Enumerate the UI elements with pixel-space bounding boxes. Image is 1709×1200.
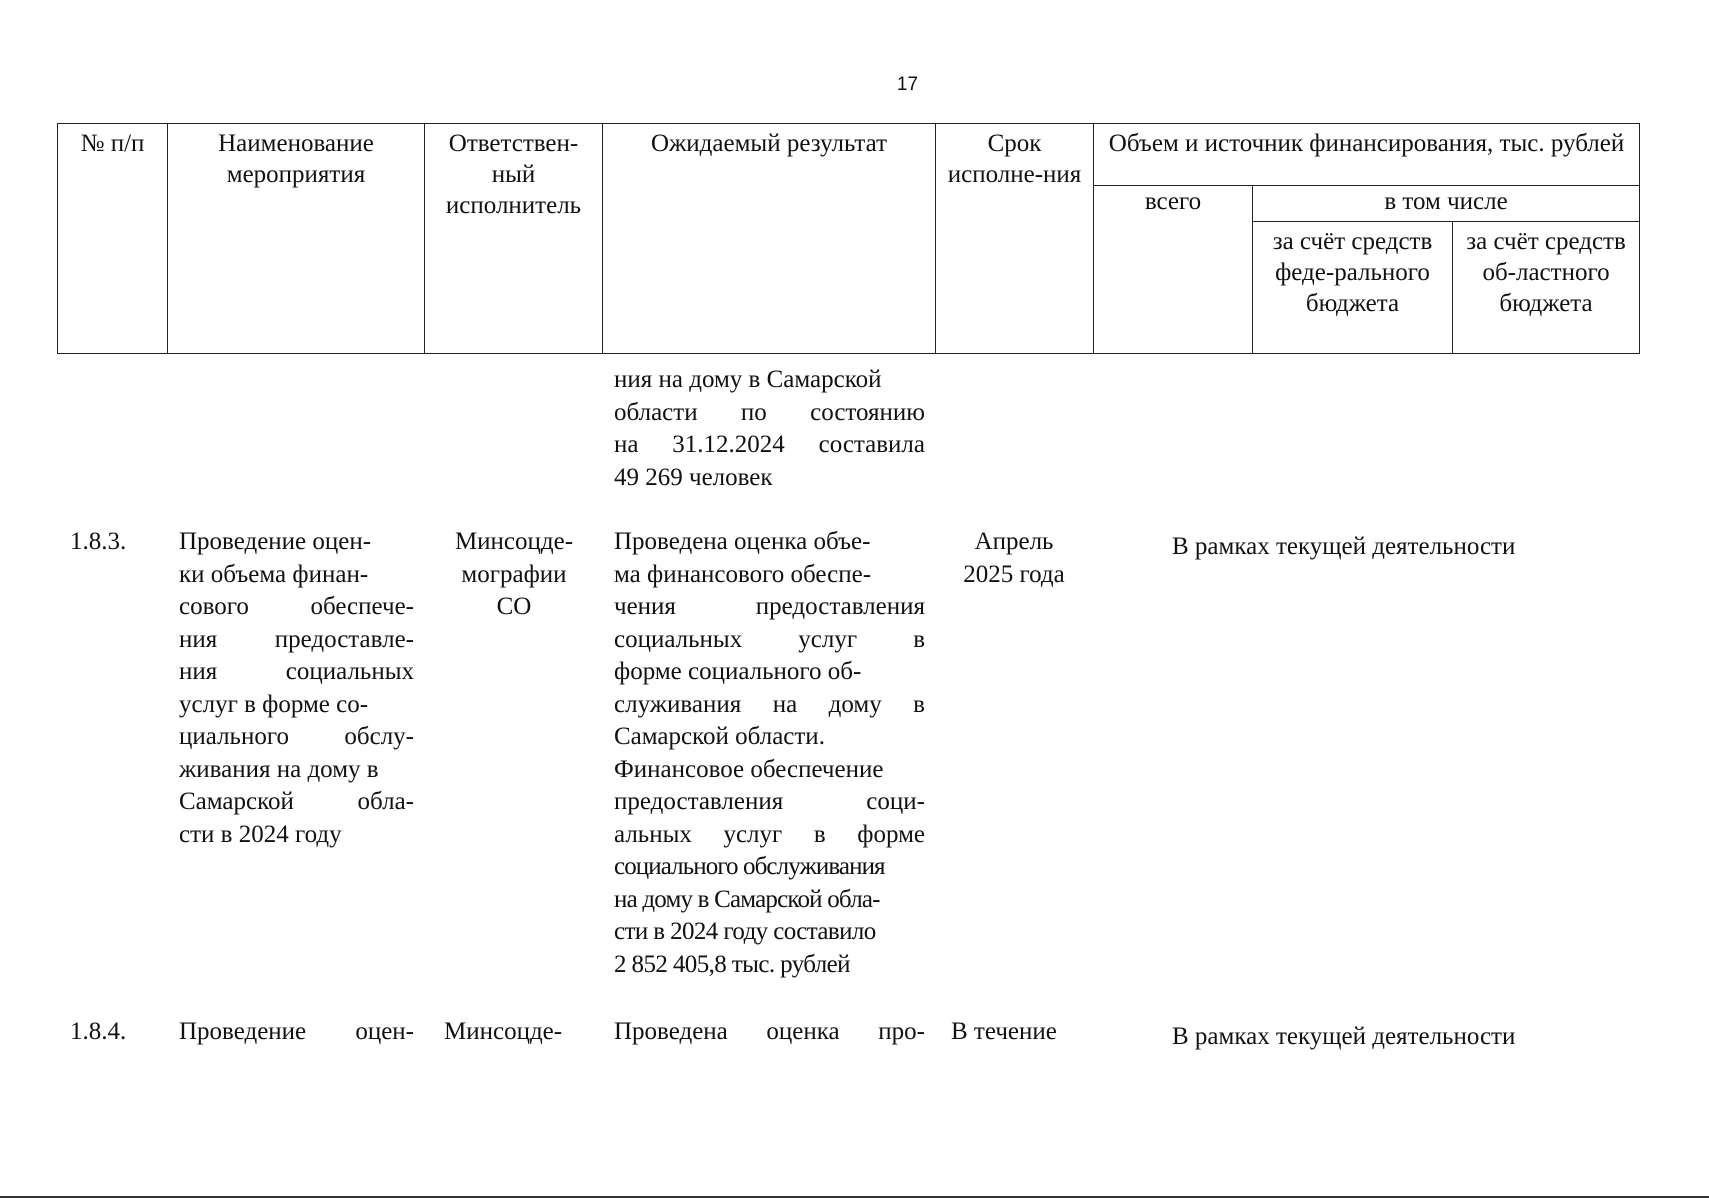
row-executor: Минсоцде- bbox=[444, 1018, 563, 1045]
result-line: форме социального об- bbox=[614, 658, 862, 685]
name-line: Проведение оцен- bbox=[179, 1018, 414, 1045]
header-executor: Ответствен-ный исполнитель bbox=[425, 124, 603, 354]
result-line: служивания на дому в bbox=[614, 690, 925, 718]
result-line: Самарской области. bbox=[614, 723, 825, 750]
result-line: Финансовое обеспечение bbox=[614, 755, 884, 783]
result-line: ния на дому в Самарской bbox=[614, 366, 882, 393]
row-continuation-result bbox=[614, 364, 925, 494]
result-line: сти в 2024 году составило bbox=[614, 918, 876, 945]
name-line: Проведение оцен- bbox=[179, 528, 372, 555]
row-num: 1.8.4. bbox=[70, 1018, 127, 1045]
header-name: Наименование мероприятия bbox=[168, 124, 425, 354]
result-line: предоставления соци- bbox=[614, 788, 925, 815]
page-number: 17 bbox=[896, 74, 919, 95]
result-line: чения предоставления bbox=[614, 593, 925, 620]
header-funding: Объем и источник финансирования, тыс. рублей bbox=[1094, 124, 1640, 186]
row-result bbox=[614, 1016, 925, 1049]
row-deadline bbox=[940, 526, 1088, 591]
name-line: ния социальных bbox=[179, 658, 414, 685]
result-line: альных услуг в форме bbox=[614, 820, 925, 848]
name-line: Самарской обла- bbox=[179, 788, 414, 815]
deadline-line: Апрель bbox=[974, 528, 1054, 555]
table-header bbox=[57, 123, 1640, 354]
result-line: 2 852 405,8 тыс. рублей bbox=[614, 950, 850, 978]
result-line: социальных услуг в bbox=[614, 625, 925, 653]
header-total: всего bbox=[1094, 186, 1253, 354]
name-line: сового обеспече- bbox=[179, 593, 414, 620]
executor-line: мографии bbox=[461, 560, 567, 588]
row-result bbox=[614, 526, 925, 981]
row-num: 1.8.3. bbox=[70, 528, 127, 555]
executor-line: СО bbox=[496, 593, 532, 620]
result-line: на 31.12.2024 составила bbox=[614, 431, 925, 458]
name-line: циального обслу- bbox=[179, 723, 414, 750]
result-line: Проведена оценка объе- bbox=[614, 528, 871, 555]
executor-line: Минсоцде- bbox=[454, 528, 574, 555]
result-line: ма финансового обеспе- bbox=[614, 560, 872, 588]
name-line: сти в 2024 году bbox=[179, 820, 342, 848]
header-num: № п/п bbox=[58, 124, 168, 354]
result-line: социального обслуживания bbox=[614, 853, 885, 880]
name-line: услуг в форме со- bbox=[179, 690, 369, 718]
name-line: ки объема финан- bbox=[179, 560, 369, 588]
result-line: Проведена оценка про- bbox=[614, 1018, 925, 1045]
header-deadline: Срок исполне-ния bbox=[936, 124, 1094, 354]
row-funding: В рамках текущей деятельности bbox=[1172, 533, 1516, 560]
row-funding: В рамках текущей деятельности bbox=[1172, 1023, 1516, 1050]
row-executor bbox=[440, 526, 588, 624]
header-result: Ожидаемый результат bbox=[603, 124, 936, 354]
row-name bbox=[179, 526, 414, 851]
name-line: живания на дому в bbox=[179, 755, 379, 783]
result-line: на дому в Самарской обла- bbox=[614, 885, 880, 913]
row-name bbox=[179, 1016, 414, 1049]
header-including: в том числе bbox=[1253, 186, 1640, 222]
bottom-edge-rule bbox=[0, 1196, 1709, 1198]
row-deadline: В течение bbox=[951, 1018, 1057, 1045]
result-line: области по состоянию bbox=[614, 398, 925, 426]
header-federal: за счёт средств феде-рального бюджета bbox=[1253, 222, 1453, 354]
name-line: ния предоставле- bbox=[179, 625, 414, 653]
header-regional: за счёт средств об-ластного бюджета bbox=[1453, 222, 1640, 354]
result-line: 49 269 человек bbox=[614, 463, 773, 491]
deadline-line: 2025 года bbox=[963, 560, 1065, 588]
